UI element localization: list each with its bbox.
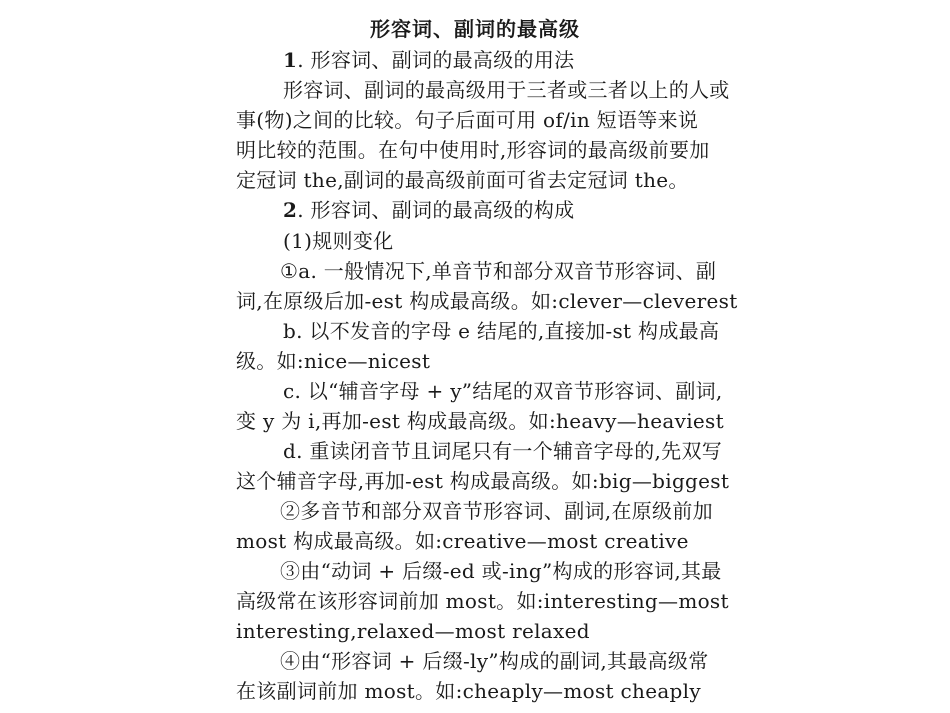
rule-3-line-2: 高级常在该形容词前加 most。如:interesting—most (236, 589, 729, 613)
section-2-heading (283, 195, 574, 225)
rule-3-line-3: interesting,relaxed—most relaxed (236, 619, 590, 643)
rule-3-line-1: ③由“动词 + 后缀-ed 或-ing”构成的形容词,其最 (280, 559, 722, 583)
rule-4-line-2: 在该副词前加 most。如:cheaply—most cheaply (236, 679, 701, 703)
section-1-line-2: 事(物)之间的比较。句子后面可用 of/in 短语等来说 (236, 108, 699, 132)
page-title: 形容词、副词的最高级 (370, 17, 580, 41)
rule-1a-line-2: 词,在原级后加-est 构成最高级。如:clever—cleverest (236, 289, 738, 313)
rule-1b-line-2: 级。如:nice—nicest (236, 349, 431, 373)
section-1-line-3: 明比较的范围。在句中使用时,形容词的最高级前要加 (236, 138, 710, 162)
section-1-heading (283, 45, 574, 75)
section-2-heading-text: . 形容词、副词的最高级的构成 (297, 198, 575, 222)
rule-1d-line-2: 这个辅音字母,再加-est 构成最高级。如:big—biggest (236, 469, 730, 493)
rule-1b-line-1: b. 以不发音的字母 e 结尾的,直接加-st 构成最高 (283, 319, 720, 343)
rule-1c-line-1: c. 以“辅音字母 + y”结尾的双音节形容词、副词, (283, 379, 723, 403)
rule-1d-line-1: d. 重读闭音节且词尾只有一个辅音字母的,先双写 (283, 439, 723, 463)
section-2-number: 2 (283, 198, 298, 222)
section-1-heading-text: . 形容词、副词的最高级的用法 (297, 48, 575, 72)
rule-4-line-1: ④由“形容词 + 后缀-ly”构成的副词,其最高级常 (280, 649, 709, 673)
section-1-number: 1 (283, 48, 298, 72)
section-1-line-4: 定冠词 the,副词的最高级前面可省去定冠词 the。 (236, 168, 689, 192)
section-2-subheading: (1)规则变化 (283, 229, 394, 253)
section-1-line-1: 形容词、副词的最高级用于三者或三者以上的人或 (283, 78, 730, 102)
rule-1a-line-1: ①a. 一般情况下,单音节和部分双音节形容词、副 (280, 259, 717, 283)
rule-2-line-2: most 构成最高级。如:creative—most creative (236, 529, 689, 553)
rule-1c-line-2: 变 y 为 i,再加-est 构成最高级。如:heavy—heaviest (236, 409, 724, 433)
rule-2-line-1: ②多音节和部分双音节形容词、副词,在原级前加 (280, 499, 713, 523)
